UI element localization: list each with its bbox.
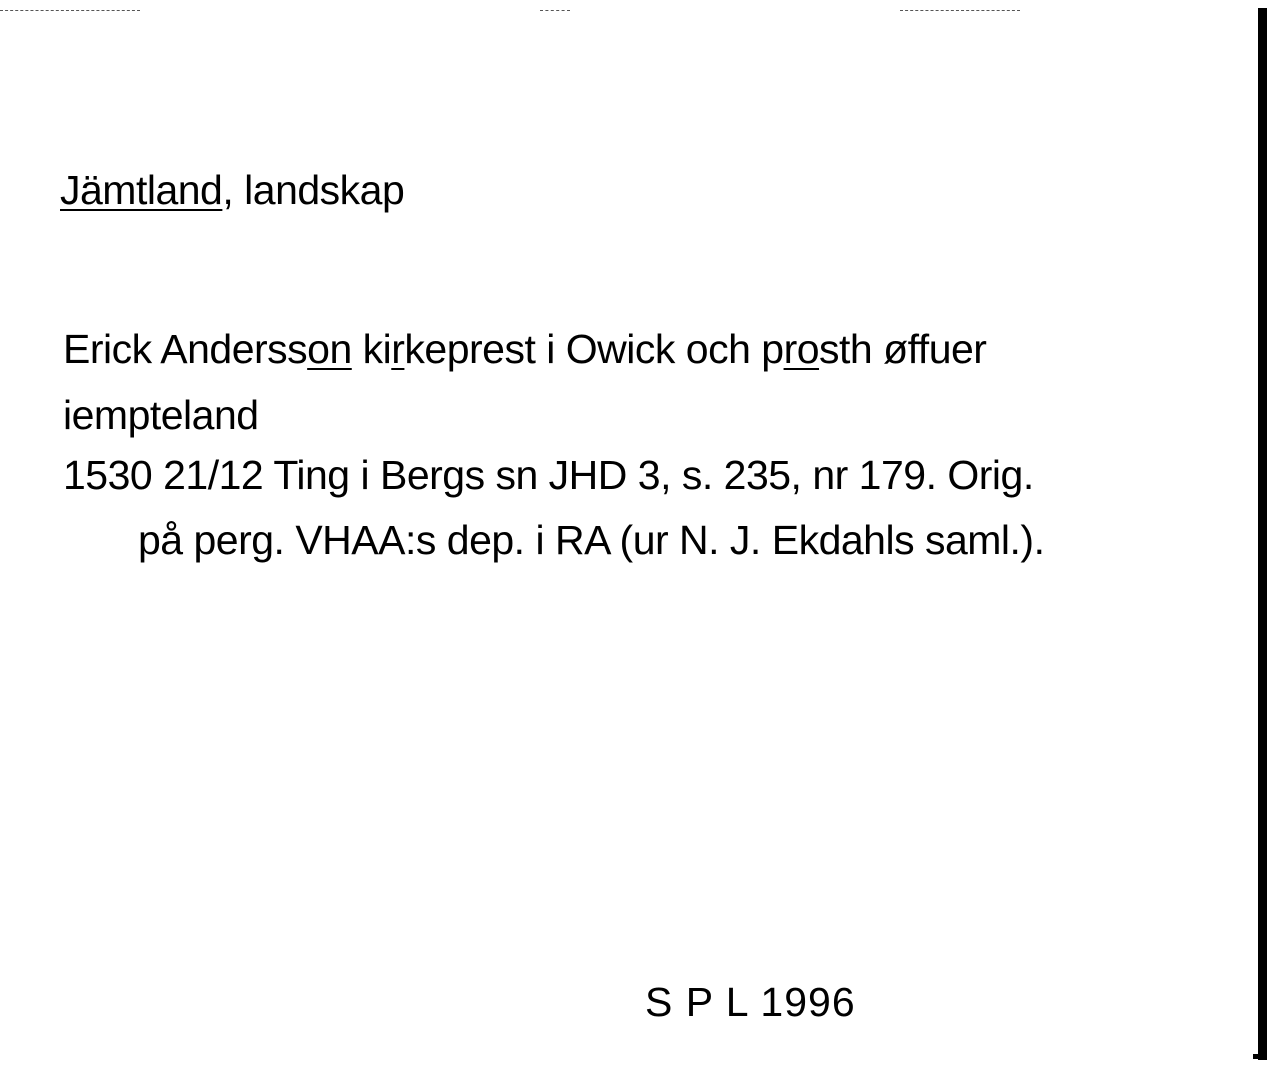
entry-text: sth øffuer bbox=[819, 326, 987, 372]
scan-artifact bbox=[900, 10, 1020, 12]
entry-text: keprest i Owick och p bbox=[404, 326, 784, 372]
heading-place: Jämtland bbox=[60, 167, 223, 213]
card-heading bbox=[60, 166, 404, 214]
signature: S P L 1996 bbox=[645, 979, 856, 1025]
entry-text: ki bbox=[351, 326, 392, 372]
entry-line-3: 1530 21/12 Ting i Bergs sn JHD 3, s. 235, nr 179. Orig. bbox=[63, 452, 1034, 498]
entry-text: Erick Anderss bbox=[63, 326, 308, 372]
underlined-text: ro bbox=[783, 326, 820, 372]
scan-artifact bbox=[0, 10, 140, 12]
entry-line-4: på perg. VHAA:s dep. i RA (ur N. J. Ekdahls saml.). bbox=[138, 517, 1045, 563]
entry-line-1 bbox=[63, 325, 986, 373]
entry-line-2: iempteland bbox=[63, 392, 259, 438]
underlined-text: on bbox=[307, 326, 352, 372]
card-edge-foot bbox=[1253, 1054, 1267, 1059]
heading-rest: , landskap bbox=[222, 167, 405, 213]
underlined-text: r bbox=[391, 326, 405, 372]
card-edge bbox=[1258, 8, 1267, 1060]
scan-artifact bbox=[540, 10, 570, 12]
